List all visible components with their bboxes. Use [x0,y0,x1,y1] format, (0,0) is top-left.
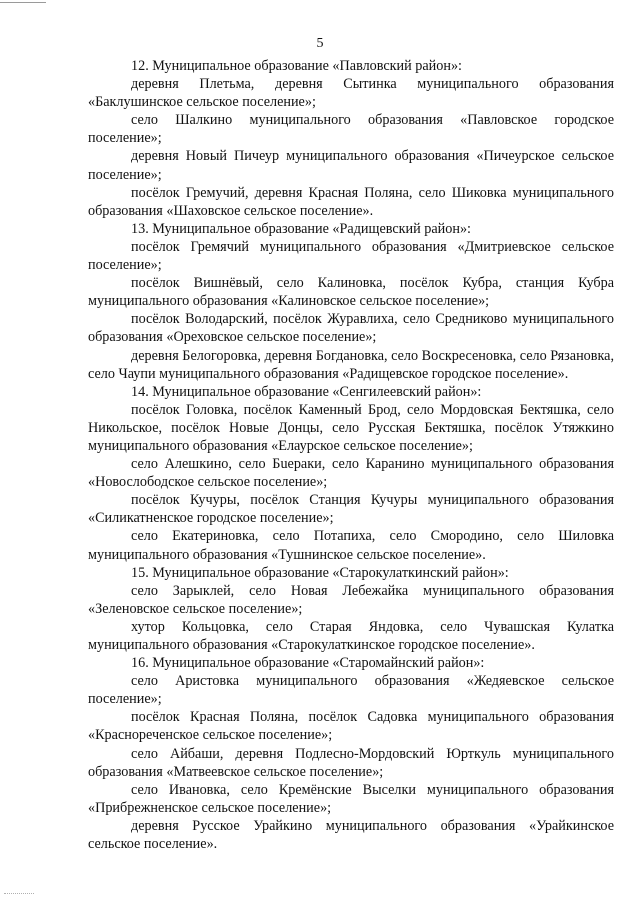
section-heading-12: 12. Муниципальное образование «Павловский район»: [131,58,462,74]
section-heading-14: 14. Муниципальное образование «Сенгилеевский район»: [131,383,482,400]
list-item: посёлок Гремячий муниципального образования «Дмитриевское сельское поселение»; [88,238,614,274]
list-item: посёлок Кучуры, посёлок Станция Кучуры муниципального образования «Силикатненское городское поселение»; [88,492,614,527]
list-item: деревня Новый Пичеур муниципального образования «Пичеурское сельское поселение»; [88,148,614,183]
scan-edge-mark-top [0,2,46,3]
list-item: посёлок Вишнёвый, село Калиновка, посёлок Кубра, станция Кубра муниципального образования «Калиновское сельское поселение»; [88,275,614,310]
list-item: хутор Кольцовка, село Старая Яндовка, село Чувашская Кулатка муниципального образования «Старокулаткинское городское поселение». [88,618,614,653]
scan-edge-mark-bottom [4,893,34,894]
section-heading-15: 15. Муниципальное образование «Старокулаткинский район»: [131,564,509,581]
list-item: посёлок Головка, посёлок Каменный Брод, село Мордовская Бектяшка, село Никольское, посёлок Новые Донцы, село Русская Бектяшка, посёлок Утяжкино муниципального образования «Елаурское сельское поселение»; [88,401,614,454]
list-item: село Зарыклей, село Новая Лебежайка муниципального образования «Зеленовское сельское поселение»; [88,582,614,617]
list-item: село Екатериновка, село Потапиха, село Смородино, село Шиловка муниципального образования «Тушнинское сельское поселение». [88,528,614,563]
list-item: деревня Плетьма, деревня Сытинка муниципального образования «Баклушинское сельское поселение»; [88,76,614,111]
list-item: село Айбаши, деревня Подлесно-Мордовский Юрткуль муниципального образования «Матвеевское сельское поселение»; [88,745,614,780]
list-item: посёлок Гремучий, деревня Красная Поляна, село Шиковка муниципального образования «Шаховское сельское поселение». [88,184,614,219]
section-heading-16: 16. Муниципальное образование «Старомайнский район»: [131,655,485,672]
list-item: деревня Русское Урайкино муниципального образования «Урайкинское сельское поселение». [88,817,614,853]
page-number: 5 [316,36,324,51]
list-item: село Шалкино муниципального образования «Павловское городское поселение»; [88,112,614,147]
list-item: село Алешкино, село Бueраки, село Каранино муниципального образования «Новослободское сельское поселение»; [88,456,614,491]
list-item: посёлок Володарский, посёлок Журавлиха, село Средниково муниципального образования «Ореховское сельское поселение»; [88,311,614,346]
section-heading-13: 13. Муниципальное образование «Радищевский район»: [131,220,471,237]
list-item: деревня Белогоровка, деревня Богдановка, село Воскресеновка, село Рязановка, село Чаупи муниципального образования «Радищевское городское поселение». [88,347,614,382]
list-item: село Аристовка муниципального образования «Жедяевское сельское поселение»; [88,673,614,708]
list-item: посёлок Красная Поляна, посёлок Садовка муниципального образования «Краснореченское сельское поселение»; [88,709,614,744]
document-body [88,57,614,853]
list-item: село Ивановка, село Кремёнские Выселки муниципального образования «Прибрежненское сельское поселение»; [88,781,614,816]
